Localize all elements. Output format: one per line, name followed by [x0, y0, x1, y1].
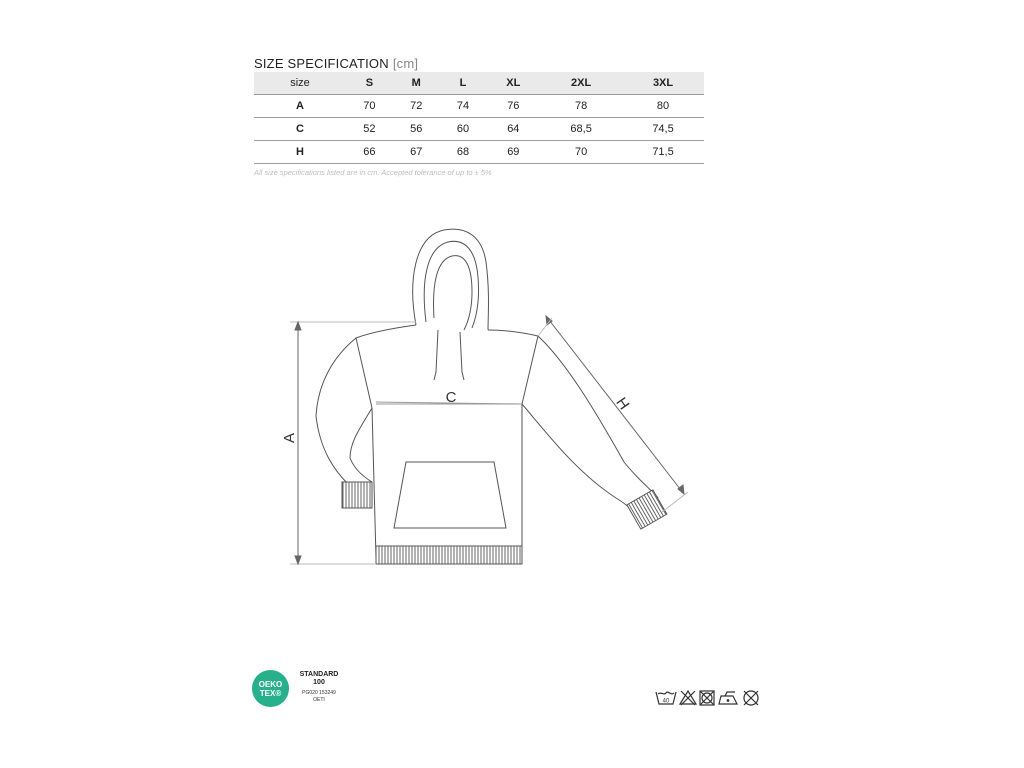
row-label: H: [254, 141, 346, 164]
title-unit: [cm]: [392, 56, 419, 71]
dimension-h-arrow-bottom: [678, 485, 684, 494]
care-symbols: [655, 688, 767, 708]
header-m: M: [393, 72, 440, 95]
title-text: SIZE SPECIFICATION: [254, 56, 389, 71]
no-tumble-dry-icon: [700, 691, 714, 705]
standard-number: 100: [313, 679, 325, 686]
left-sleeve-outer: [316, 338, 356, 484]
waistband: [376, 546, 522, 564]
wash-40-icon: [656, 692, 676, 705]
right-sleeve-outer: [538, 336, 658, 498]
no-bleach-icon: [680, 691, 696, 705]
body-left-side: [356, 325, 416, 558]
dimension-c-label: C: [445, 389, 457, 406]
wash-temp: 40: [662, 698, 670, 705]
header-l: L: [440, 72, 487, 95]
badge-line1: OEKO: [258, 680, 283, 689]
header-xl: XL: [486, 72, 540, 95]
dimension-h-extension-bottom: [662, 492, 688, 512]
table-cell: 74,5: [622, 118, 704, 141]
table-cell: 70: [540, 141, 622, 164]
right-sleeve-inner: [522, 404, 634, 514]
header-2xl: 2XL: [540, 72, 622, 95]
row-label: A: [254, 95, 346, 118]
left-sleeve-inner: [350, 408, 372, 482]
table-cell: 80: [622, 95, 704, 118]
iron-icon: [719, 692, 737, 704]
dimension-h-label: H: [612, 394, 633, 414]
header-3xl: 3XL: [622, 72, 704, 95]
table-cell: 68: [440, 141, 487, 164]
table-row: [254, 95, 704, 118]
badge-line2: TEX®: [259, 689, 282, 698]
table-row: [254, 141, 704, 164]
face-opening: [434, 256, 472, 330]
table-cell: 74: [440, 95, 487, 118]
dimension-a-arrow-bottom: [295, 556, 301, 564]
drawstring-left: [434, 330, 438, 380]
oeko-tex-logo: [252, 670, 289, 707]
code-line2: OETI: [313, 697, 325, 703]
table-cell: 52: [346, 118, 393, 141]
table-cell: 69: [486, 141, 540, 164]
dimension-h-extension-top: [538, 318, 552, 336]
hood-inner: [424, 241, 478, 328]
table-cell: 76: [486, 95, 540, 118]
certificate-code: [297, 690, 341, 704]
size-table: [254, 72, 704, 164]
table-row: [254, 118, 704, 141]
drawstring-right: [460, 332, 464, 380]
row-label: C: [254, 118, 346, 141]
table-cell: 78: [540, 95, 622, 118]
no-dry-clean-icon: [744, 691, 758, 705]
tolerance-note: All size specifications listed are in cm. Accepted tolerance of up to ± 5%: [254, 168, 492, 177]
size-spec-title: [254, 56, 418, 71]
table-header-row: [254, 72, 704, 95]
dimension-h-arrow-top: [546, 316, 552, 325]
hood-outline: [413, 229, 489, 330]
header-size: size: [254, 72, 346, 95]
right-cuff: [627, 490, 667, 529]
body-right-side: [488, 330, 538, 558]
table-cell: 70: [346, 95, 393, 118]
table-cell: 56: [393, 118, 440, 141]
dimension-a-label: A: [281, 432, 298, 444]
dimension-a-arrow-top: [295, 322, 301, 330]
oeko-tex-certification: [252, 670, 372, 710]
table-cell: 71,5: [622, 141, 704, 164]
table-cell: 68,5: [540, 118, 622, 141]
kangaroo-pocket: [394, 462, 506, 528]
table-cell: 72: [393, 95, 440, 118]
code-line1: PG020 153249: [302, 690, 336, 696]
table-cell: 64: [486, 118, 540, 141]
hoodie-diagram: [276, 222, 716, 572]
standard-text: STANDARD: [299, 671, 339, 678]
left-cuff: [342, 482, 372, 508]
table-cell: 66: [346, 141, 393, 164]
table-cell: 67: [393, 141, 440, 164]
standard-label: [297, 671, 341, 687]
table-cell: 60: [440, 118, 487, 141]
header-s: S: [346, 72, 393, 95]
